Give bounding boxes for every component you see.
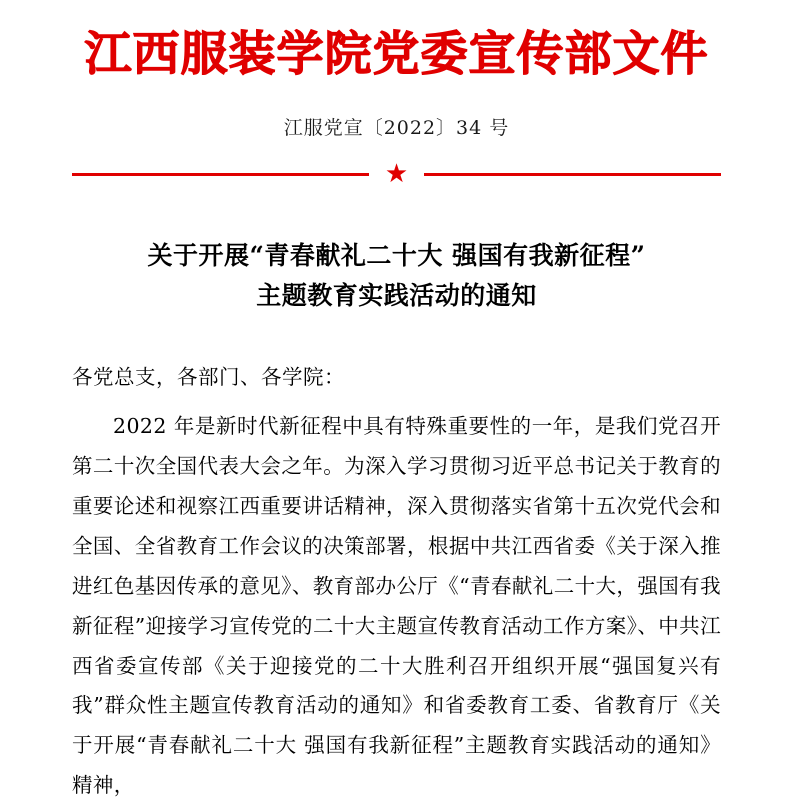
document-number: 江服党宣〔2022〕34 号 — [283, 116, 510, 139]
page-title: 江西服装学院党委宣传部文件 — [84, 27, 709, 82]
divider-line-right — [424, 173, 721, 176]
document-subject-title — [72, 236, 721, 316]
subject-title-line-1: 关于开展“青春献礼二十大 强国有我新征程” — [147, 240, 646, 270]
divider-line-left — [72, 173, 369, 176]
document-header — [72, 0, 721, 140]
body-paragraph-1: 2022 年是新时代新征程中具有特殊重要性的一年，是我们党召开第二十次全国代表大会之年。为深入学习贯彻习近平总书记关于教育的重要论述和视察江西重要讲话精神，深入贯彻落实省第十五次党代会和全国、全省教育工作会议的决策部署，根据中共江西省委《关于深入推进红色基因传承的意见》、教育部办公厅《“青春献礼二十大，强国有我新征程”迎接学习宣传党的二十大主题宣传教育活动工作方案》、中共江西省委宣传部《关于迎接党的二十大胜利召开组织开展“强国复兴有我”群众性主题宣传教育活动的通知》和省委教育工委、省教育厅《关于开展“青春献礼二十大 强国有我新征程”主题教育实践活动的通知》精神， — [72, 413, 721, 798]
star-icon: ★ — [384, 158, 409, 189]
subject-title-line-2: 主题教育实践活动的通知 — [256, 280, 537, 310]
salutation: 各党总支，各部门、各学院： — [72, 364, 345, 389]
red-divider — [72, 158, 721, 189]
